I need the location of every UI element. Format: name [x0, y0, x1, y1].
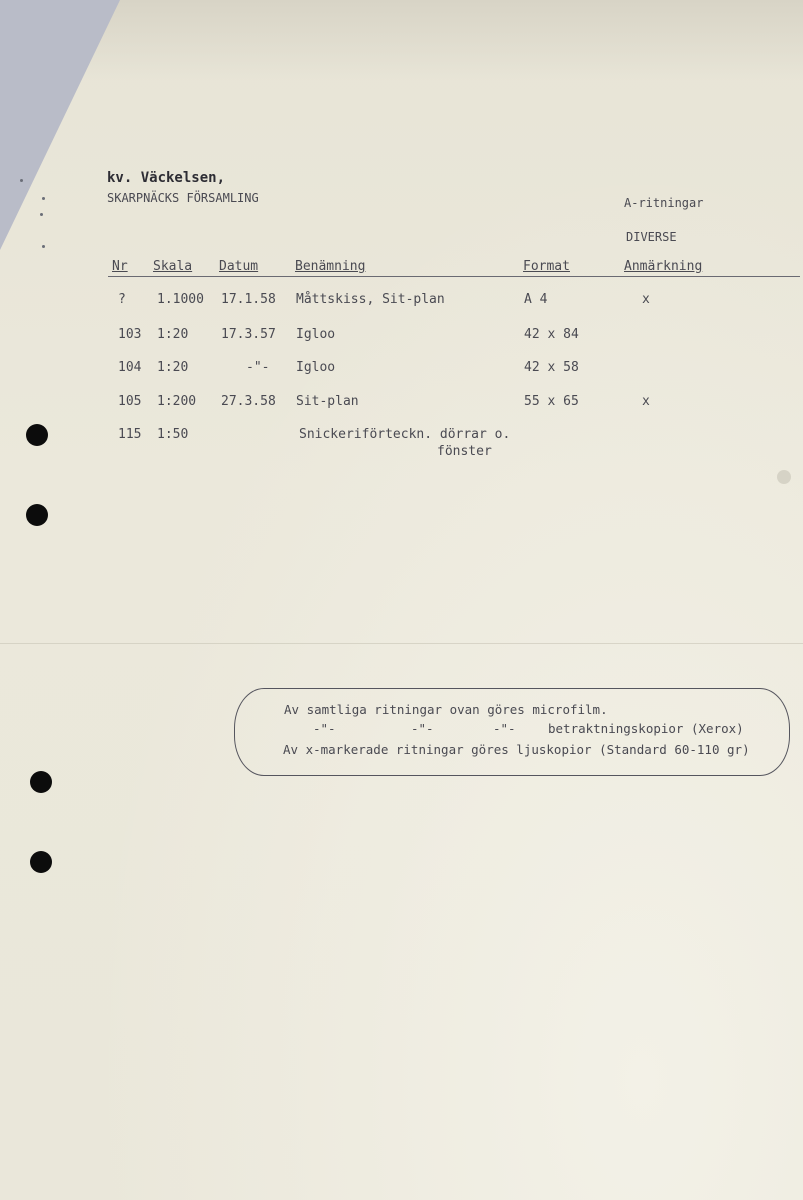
page-shadow — [0, 0, 803, 80]
paper-fold-line — [0, 643, 803, 644]
cell-anmarkning: x — [642, 292, 650, 307]
note-ditto: -"- — [411, 721, 434, 736]
header-rule — [108, 276, 800, 277]
note-ditto: -"- — [313, 721, 336, 736]
cell-nr: ? — [118, 292, 126, 307]
cell-benamning: Igloo — [296, 360, 336, 375]
column-header-benamning: Benämning — [295, 259, 366, 274]
note-line-2: betraktningskopior (Xerox) — [548, 721, 744, 736]
column-header-anmarkning: Anmärkning — [624, 259, 703, 274]
subcategory-label: DIVERSE — [626, 230, 677, 244]
cell-format: 55 x 65 — [524, 394, 579, 409]
column-header-nr: Nr — [112, 259, 128, 274]
punch-hole — [26, 504, 48, 526]
cell-format: 42 x 58 — [524, 360, 579, 375]
cell-format: A 4 — [524, 292, 548, 307]
cell-nr: 103 — [118, 327, 142, 342]
cell-datum: 27.3.58 — [221, 394, 276, 409]
cell-datum: 17.3.57 — [221, 327, 276, 342]
note-ditto: -"- — [493, 721, 516, 736]
cell-nr: 115 — [118, 427, 142, 442]
punch-hole — [30, 851, 52, 873]
cell-skala: 1:20 — [157, 360, 189, 375]
cell-benamning-continued: fönster — [437, 444, 492, 459]
cell-benamning: Snickeriförteckn. dörrar o. — [299, 427, 511, 442]
cell-format: 42 x 84 — [524, 327, 579, 342]
document-title: kv. Väckelsen, — [107, 170, 226, 186]
cell-nr: 104 — [118, 360, 142, 375]
column-header-datum: Datum — [219, 259, 259, 274]
cell-benamning: Igloo — [296, 327, 336, 342]
cell-skala: 1:200 — [157, 394, 197, 409]
punch-hole — [26, 424, 48, 446]
cell-datum: 17.1.58 — [221, 292, 276, 307]
punch-hole — [30, 771, 52, 793]
cell-nr: 105 — [118, 394, 142, 409]
cell-benamning: Sit-plan — [296, 394, 359, 409]
note-line-3: Av x-markerade ritningar göres ljuskopior (Standard 60-110 gr) — [283, 742, 750, 757]
corner-marks — [18, 175, 48, 255]
cell-skala: 1:20 — [157, 327, 189, 342]
cell-benamning: Måttskiss, Sit-plan — [296, 292, 445, 307]
document-subtitle: SKARPNÄCKS FÖRSAMLING — [107, 191, 259, 205]
note-line-1: Av samtliga ritningar ovan göres microfilm. — [284, 702, 608, 717]
cell-anmarkning: x — [642, 394, 650, 409]
category-label: A-ritningar — [624, 196, 704, 210]
column-header-skala: Skala — [153, 259, 193, 274]
cell-skala: 1:50 — [157, 427, 189, 442]
cell-datum: -"- — [246, 360, 270, 375]
cell-skala: 1.1000 — [157, 292, 204, 307]
paper-smudge — [777, 470, 791, 484]
column-header-format: Format — [523, 259, 570, 274]
